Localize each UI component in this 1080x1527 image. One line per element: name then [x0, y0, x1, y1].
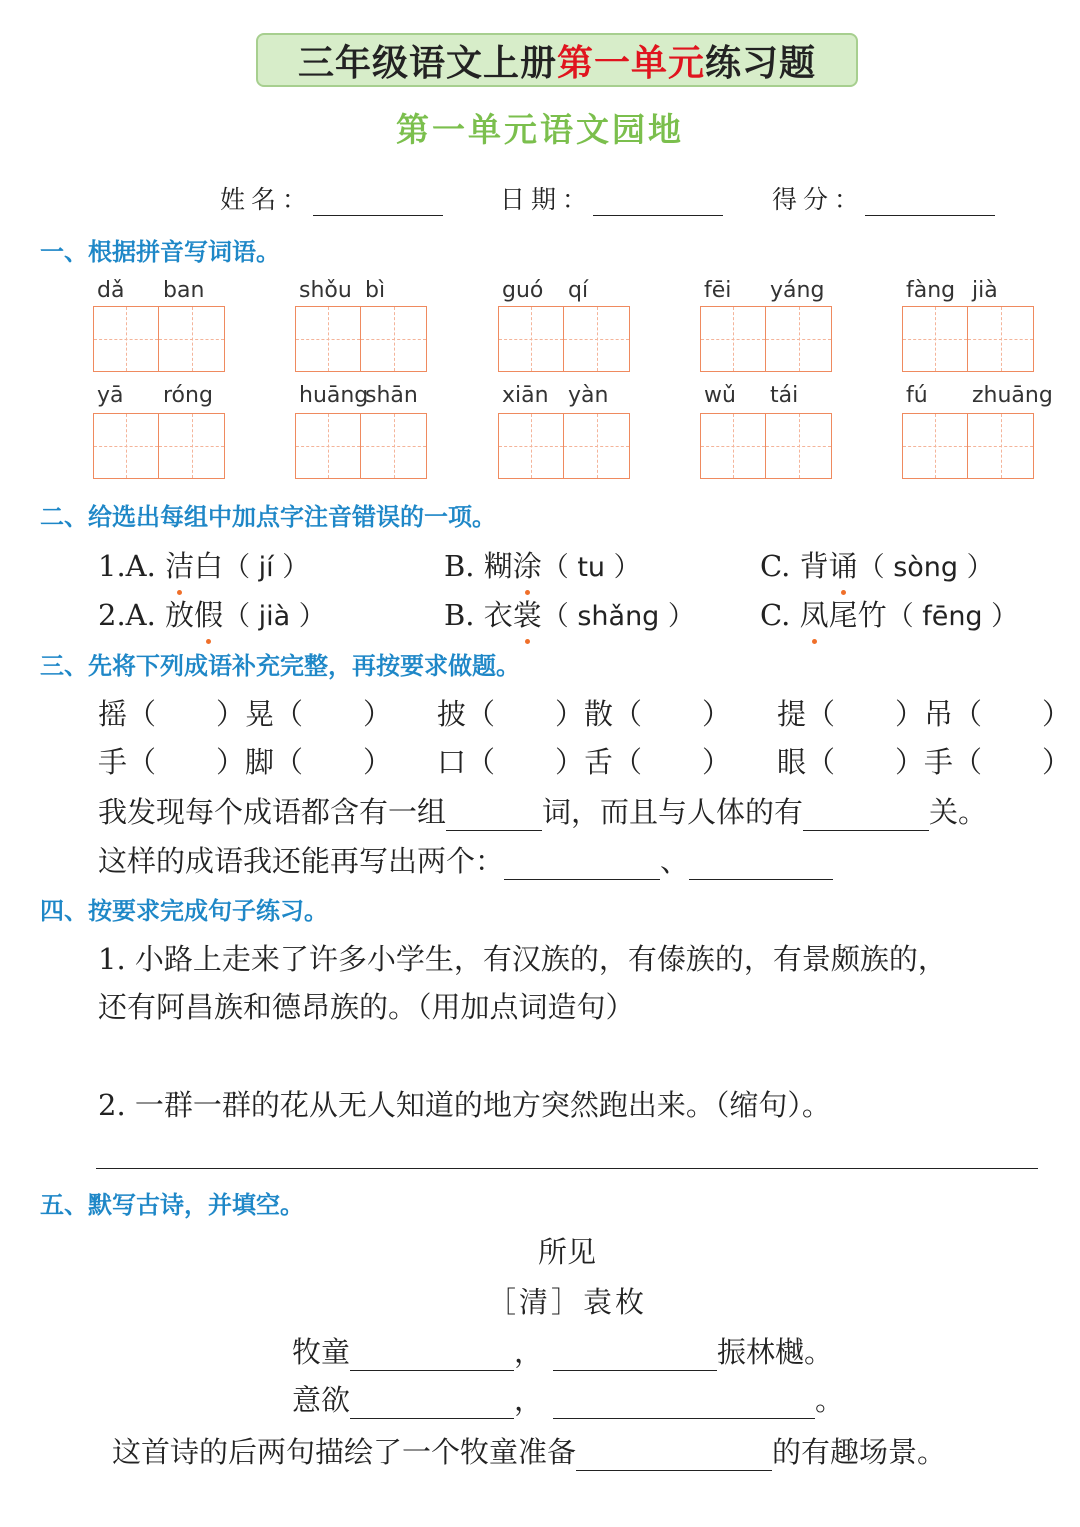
idiom-text: 眼（ — [777, 745, 836, 779]
writing-grid — [498, 413, 630, 479]
dotted-char: 洁 — [165, 549, 195, 583]
text: 牧童 — [292, 1335, 351, 1369]
name-blank[interactable] — [313, 185, 443, 216]
score-blank[interactable] — [865, 185, 995, 216]
pinyin-label: yàn — [568, 383, 609, 408]
writing-grid — [700, 413, 832, 479]
idiom-question-line2 — [98, 839, 833, 880]
idiom-text: 提（ — [777, 697, 836, 731]
text: 我发现每个成语都含有一组 — [98, 795, 447, 829]
writing-cell[interactable] — [766, 306, 832, 372]
idiom-item — [98, 740, 392, 781]
idiom-text: 摇（ — [98, 697, 157, 731]
pinyin-label: dǎ — [97, 278, 125, 303]
writing-cell[interactable] — [968, 306, 1034, 372]
text: 。 — [815, 1383, 845, 1417]
text: 词，而且与人体的有 — [542, 795, 804, 829]
q2-1-option-a[interactable] — [98, 544, 309, 585]
dotted-char: 裳 — [512, 598, 542, 632]
option-pinyin: （ jí ） — [223, 552, 310, 583]
answer-blank[interactable] — [446, 794, 542, 831]
idiom-question-line1 — [98, 790, 987, 831]
text: 关。 — [929, 795, 988, 829]
date-label: 日期： — [500, 185, 594, 214]
section1-heading: 一、根据拼音写词语。 — [40, 238, 280, 266]
option-prefix: C. — [760, 598, 800, 632]
option-rest: 尾竹 — [828, 598, 887, 632]
writing-cell[interactable] — [361, 306, 427, 372]
writing-cell[interactable] — [295, 413, 361, 479]
idiom-item — [437, 692, 731, 733]
pinyin-label: jià — [972, 278, 998, 303]
score-field — [772, 180, 995, 216]
section5-heading: 五、默写古诗，并填空。 — [40, 1191, 304, 1219]
score-label: 得分： — [772, 185, 866, 214]
sentence-q1-line2: 还有阿昌族和德昂族的。（用加点词造句） — [98, 990, 635, 1024]
idiom-text: ）手（ — [895, 745, 983, 779]
dotted-char: 诵 — [828, 549, 858, 583]
writing-cell[interactable] — [700, 306, 766, 372]
poem-line1 — [292, 1330, 833, 1371]
name-field — [220, 180, 443, 216]
idiom-text: ）吊（ — [895, 697, 983, 731]
writing-cell[interactable] — [968, 413, 1034, 479]
q2-1-option-b[interactable] — [444, 544, 641, 585]
option-prefix: C. 背 — [760, 549, 829, 583]
title-part1: 三年级语文上册 — [297, 42, 557, 84]
pinyin-label: yáng — [770, 278, 825, 303]
q2-2-option-c[interactable] — [760, 593, 1018, 634]
idiom-text: ） — [363, 697, 393, 731]
writing-cell[interactable] — [564, 413, 630, 479]
section4-heading: 四、按要求完成句子练习。 — [40, 897, 328, 925]
writing-cell[interactable] — [700, 413, 766, 479]
q2-2-option-a[interactable] — [98, 593, 326, 634]
pinyin-label: xiān — [502, 383, 549, 408]
section3-heading: 三、先将下列成语补充完整，再按要求做题。 — [40, 652, 520, 680]
option-pinyin: （ shǎng ） — [541, 601, 695, 632]
writing-cell[interactable] — [902, 306, 968, 372]
pinyin-label: zhuāng — [972, 383, 1053, 408]
title-part2: 第一单元 — [556, 42, 705, 84]
date-field — [500, 180, 723, 216]
writing-grid — [295, 306, 427, 372]
idiom-text: 披（ — [437, 697, 496, 731]
text: 振林樾。 — [717, 1335, 834, 1369]
page-subtitle: 第一单元语文园地 — [396, 110, 684, 149]
writing-cell[interactable] — [564, 306, 630, 372]
idiom-text: ）晃（ — [216, 697, 304, 731]
pinyin-label: tái — [770, 383, 799, 408]
option-prefix: B. 糊 — [444, 549, 513, 583]
option-pinyin: （ sòng ） — [857, 552, 994, 583]
writing-cell[interactable] — [498, 413, 564, 479]
q2-1-option-c[interactable] — [760, 544, 994, 585]
pinyin-label: róng — [163, 383, 213, 408]
poem-title: 所见 — [537, 1235, 596, 1269]
title-part3: 练习题 — [705, 42, 817, 84]
text: 这首诗的后两句描绘了一个牧童准备 — [112, 1435, 577, 1469]
q2-2-option-b[interactable] — [444, 593, 695, 634]
pinyin-label: yā — [97, 383, 124, 408]
date-blank[interactable] — [593, 185, 723, 216]
dotted-char: 凤 — [799, 598, 829, 632]
pinyin-label: guó — [502, 278, 544, 303]
writing-cell[interactable] — [159, 413, 225, 479]
pinyin-label: wǔ — [704, 383, 736, 408]
idiom-text: ）脚（ — [216, 745, 304, 779]
poem-blank[interactable] — [553, 1382, 815, 1419]
pinyin-label: fú — [906, 383, 928, 408]
writing-cell[interactable] — [361, 413, 427, 479]
writing-cell[interactable] — [498, 306, 564, 372]
option-rest: 白 — [194, 549, 224, 583]
pinyin-label: huāng — [299, 383, 369, 408]
pinyin-label: fàng — [906, 278, 956, 303]
idiom-text: 口（ — [437, 745, 496, 779]
idiom-text: ） — [1042, 697, 1072, 731]
option-prefix: 2.A. 放 — [98, 598, 195, 632]
option-prefix: B. 衣 — [444, 598, 513, 632]
writing-cell[interactable] — [93, 306, 159, 372]
option-pinyin: （ tu ） — [541, 552, 641, 583]
idiom-item — [98, 692, 392, 733]
name-label: 姓名： — [220, 185, 314, 214]
option-prefix: 1.A. — [98, 549, 166, 583]
text: ， — [514, 1383, 544, 1417]
pinyin-label: shān — [365, 383, 418, 408]
idiom-text: 手（ — [98, 745, 157, 779]
option-pinyin: （ jià ） — [223, 601, 326, 632]
poem-blank[interactable] — [350, 1334, 514, 1371]
idiom-text: ）舌（ — [555, 745, 643, 779]
text: 的有趣场景。 — [772, 1435, 947, 1469]
writing-grid — [295, 413, 427, 479]
answer-blank[interactable] — [576, 1434, 772, 1471]
dotted-char: 假 — [194, 598, 224, 632]
pinyin-label: shǒu — [299, 278, 352, 303]
writing-cell[interactable] — [295, 306, 361, 372]
pinyin-label: fēi — [704, 278, 732, 303]
writing-cell[interactable] — [93, 413, 159, 479]
answer-blank[interactable] — [689, 843, 833, 880]
writing-cell[interactable] — [902, 413, 968, 479]
writing-grid — [498, 306, 630, 372]
title-banner — [256, 33, 858, 87]
text: 、 — [660, 844, 690, 878]
dotted-char: 涂 — [512, 549, 542, 583]
text: ， — [514, 1335, 544, 1369]
pinyin-label: bì — [365, 278, 386, 303]
section2-heading: 二、给选出每组中加点字注音错误的一项。 — [40, 503, 496, 531]
idiom-item — [777, 692, 1071, 733]
idiom-text: ）散（ — [555, 697, 643, 731]
idiom-text: ） — [1042, 745, 1072, 779]
text: 这样的成语我还能再写出两个： — [98, 844, 505, 878]
writing-cell[interactable] — [159, 306, 225, 372]
idiom-text: ） — [702, 697, 732, 731]
idiom-item — [777, 740, 1071, 781]
poem-question — [112, 1430, 946, 1471]
poem-blank[interactable] — [350, 1382, 514, 1419]
writing-grid — [93, 413, 225, 479]
idiom-text: ） — [363, 745, 393, 779]
pinyin-label: qí — [568, 278, 589, 303]
poem-author: ［清］袁枚 — [486, 1285, 647, 1319]
answer-blank[interactable] — [803, 794, 929, 831]
idiom-text: ） — [702, 745, 732, 779]
poem-line2 — [292, 1378, 844, 1419]
answer-line[interactable] — [96, 1168, 1038, 1169]
text: 意欲 — [292, 1383, 351, 1417]
option-pinyin: （ fēng ） — [886, 601, 1019, 632]
writing-cell[interactable] — [766, 413, 832, 479]
pinyin-label: ban — [163, 278, 205, 303]
answer-blank[interactable] — [504, 843, 660, 880]
writing-grid — [902, 306, 1034, 372]
writing-grid — [902, 413, 1034, 479]
writing-grid — [700, 306, 832, 372]
idiom-item — [437, 740, 731, 781]
sentence-q2: 2. 一群一群的花从无人知道的地方突然跑出来。（缩句）。 — [98, 1088, 831, 1122]
writing-grid — [93, 306, 225, 372]
sentence-q1-line1: 1. 小路上走来了许多小学生，有汉族的，有傣族的，有景颇族的， — [98, 942, 947, 976]
poem-blank[interactable] — [553, 1334, 717, 1371]
